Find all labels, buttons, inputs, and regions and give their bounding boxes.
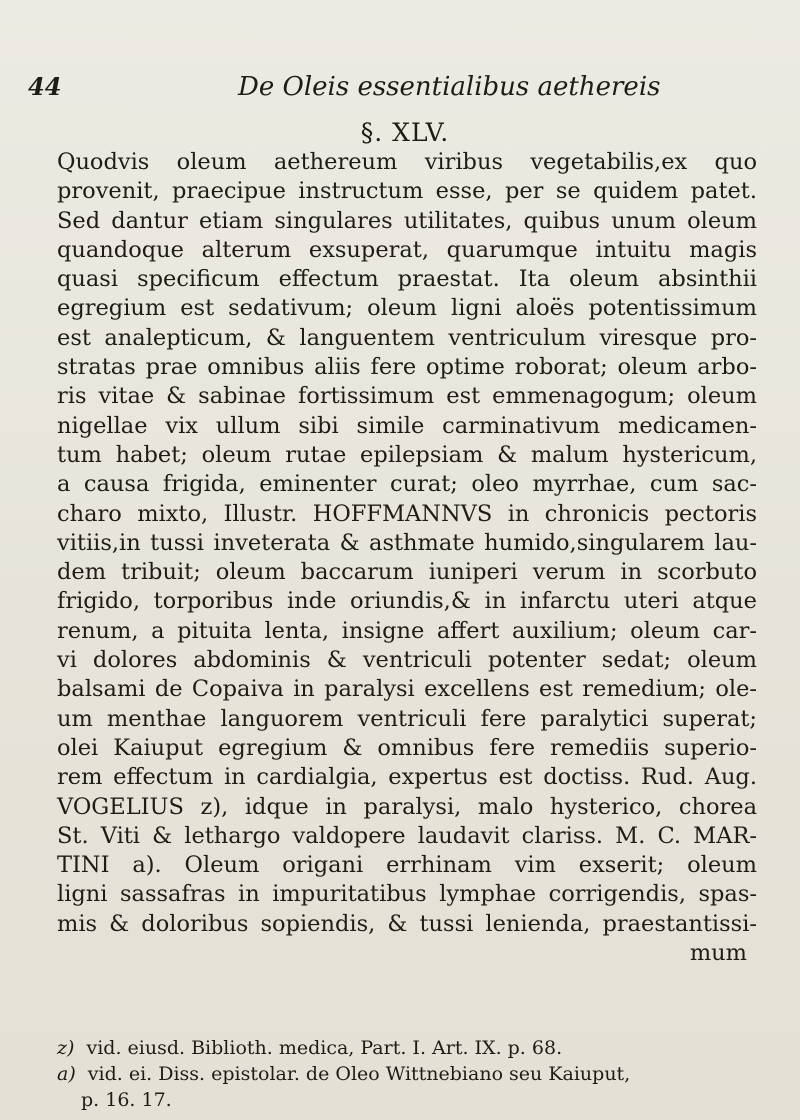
- footnote-a-continued: [57, 1087, 757, 1113]
- text-line: dem tribuit; oleum baccarum iuniperi verum in scorbuto: [57, 559, 757, 586]
- text-line: TINI a). Oleum origani errhinam vim exserit; oleum: [57, 852, 757, 879]
- text-line: St. Viti & lethargo valdopere laudavit clariss. M. C. MAR-: [57, 822, 757, 849]
- text-line: Sed dantur etiam singulares utilitates, quibus unum oleum: [57, 207, 757, 234]
- footnote-text: vid. ei. Diss. epistolar. de Oleo Wittnebiano seu Kaiuput,: [87, 1063, 631, 1085]
- text-line: est analepticum, & languentem ventriculum viresque pro-: [57, 324, 757, 351]
- text-line: stratas prae omnibus aliis fere optime roborat; oleum arbo-: [57, 354, 757, 381]
- text-line: provenit, praecipue instructum esse, per se quidem patet.: [57, 178, 757, 205]
- text-line: olei Kaiuput egregium & omnibus fere remediis superio-: [57, 734, 757, 761]
- text-line: balsami de Copaiva in paralysi excellens est remedium; ole-: [57, 676, 757, 703]
- text-line: tum habet; oleum rutae epilepsiam & malum hystericum,: [57, 441, 757, 468]
- text-line: frigido, torporibus inde oriundis,& in infarctu uteri atque: [57, 588, 757, 615]
- text-line: quasi specificum effectum praestat. Ita oleum absinthii: [57, 266, 757, 293]
- text-line: quandoque alterum exsuperat, quarumque intuitu magis: [57, 236, 757, 263]
- footnote-text: p. 16. 17.: [81, 1089, 172, 1111]
- footnote-text: vid. eiusd. Biblioth. medica, Part. I. Art. IX. p. 68.: [86, 1037, 563, 1059]
- text-line: um menthae languorem ventriculi fere paralytici superat;: [57, 705, 757, 732]
- text-line: vitiis,in tussi inveterata & asthmate humido,singularem lau-: [57, 529, 757, 556]
- text-line: ligni sassafras in impuritatibus lymphae corrigendis, spas-: [57, 881, 757, 908]
- footnote-mark: a): [57, 1063, 76, 1085]
- footnote-z: [57, 1035, 757, 1061]
- text-line: vi dolores abdominis & ventriculi potenter sedat; oleum: [57, 647, 757, 674]
- text-line: nigellae vix ullum sibi simile carminativum medicamen-: [57, 412, 757, 439]
- footnotes: [57, 1035, 757, 1113]
- page-number: 44: [28, 72, 62, 101]
- text-line: ris vitae & sabinae fortissimum est emmenagogum; oleum: [57, 383, 757, 410]
- text-line: a causa frigida, eminenter curat; oleo myrrhae, cum sac-: [57, 471, 757, 498]
- catchword: mum: [689, 940, 747, 967]
- footnote-a: [57, 1061, 757, 1087]
- text-line: egregium est sedativum; oleum ligni aloës potentissimum: [57, 295, 757, 322]
- running-title: De Oleis essentialibus aethereis: [238, 72, 661, 102]
- text-line: Quodvis oleum aethereum viribus vegetabilis,ex quo: [57, 149, 757, 175]
- page-header: [28, 72, 768, 112]
- section-heading: §. XLV.: [360, 118, 450, 147]
- body-text: [57, 148, 757, 968]
- text-line: mis & doloribus sopiendis, & tussi lenienda, praestantissi-: [57, 910, 757, 937]
- text-line: charo mixto, Illustr. HOFFMANNVS in chronicis pectoris: [57, 500, 757, 527]
- text-line: renum, a pituita lenta, insigne affert auxilium; oleum car-: [57, 617, 757, 644]
- text-line: rem effectum in cardialgia, expertus est doctiss. Rud. Aug.: [57, 764, 757, 791]
- text-line: VOGELIUS z), idque in paralysi, malo hysterico, chorea: [57, 793, 757, 820]
- footnote-mark: z): [57, 1037, 75, 1059]
